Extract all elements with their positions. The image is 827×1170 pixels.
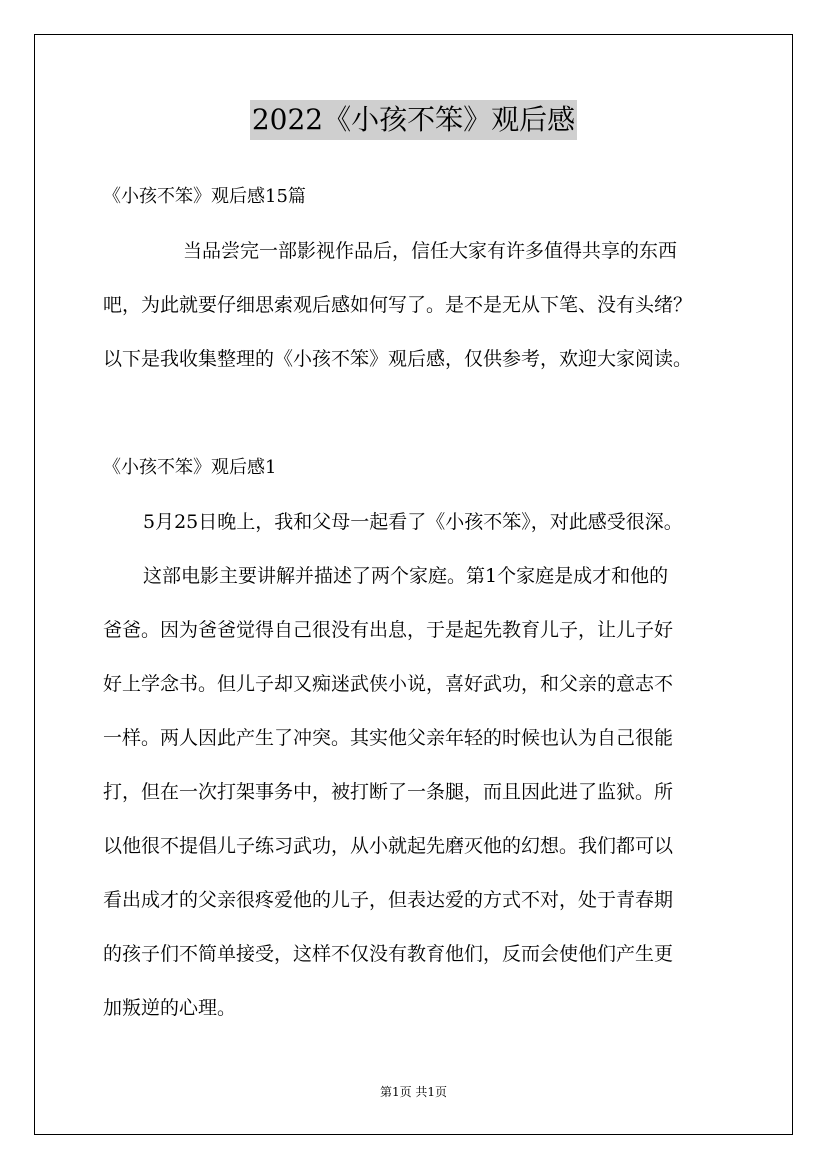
body-line: 好上学念书。但儿子却又痴迷武侠小说，喜好武功，和父亲的意志不 [103, 673, 674, 695]
body-line: 这部电影主要讲解并描述了两个家庭。第1个家庭是成才和他的 [143, 565, 669, 587]
document-title: 2022《小孩不笨》观后感 [250, 100, 577, 140]
page-footer: 第1页 共1页 [379, 1085, 448, 1099]
body-line: 爸爸。因为爸爸觉得自己很没有出息，于是起先教育儿子，让儿子好 [103, 619, 674, 641]
intro-line: 当品尝完一部影视作品后，信任大家有许多值得共享的东西 [183, 240, 678, 262]
body-line: 5月25日晚上，我和父母一起看了《小孩不笨》，对此感受很深。 [143, 511, 683, 533]
section-heading: 《小孩不笨》观后感1 [103, 457, 277, 478]
body-line: 加叛逆的心理。 [103, 997, 237, 1019]
intro-line: 吧，为此就要仔细思索观后感如何写了。是不是无从下笔、没有头绪？ [103, 294, 693, 316]
document-subtitle: 《小孩不笨》观后感15篇 [103, 186, 306, 207]
title-container [0, 100, 827, 140]
body-line: 打，但在一次打架事务中，被打断了一条腿，而且因此进了监狱。所 [103, 781, 674, 803]
body-line: 一样。两人因此产生了冲突。其实他父亲年轻的时候也认为自己很能 [103, 727, 674, 749]
body-line: 看出成才的父亲很疼爱他的儿子，但表达爱的方式不对，处于青春期 [103, 889, 674, 911]
intro-line: 以下是我收集整理的《小孩不笨》观后感，仅供参考，欢迎大家阅读。 [103, 348, 693, 370]
body-line: 的孩子们不简单接受，这样不仅没有教育他们，反而会使他们产生更 [103, 943, 674, 965]
body-line: 以他很不提倡儿子练习武功，从小就起先磨灭他的幻想。我们都可以 [103, 835, 674, 857]
